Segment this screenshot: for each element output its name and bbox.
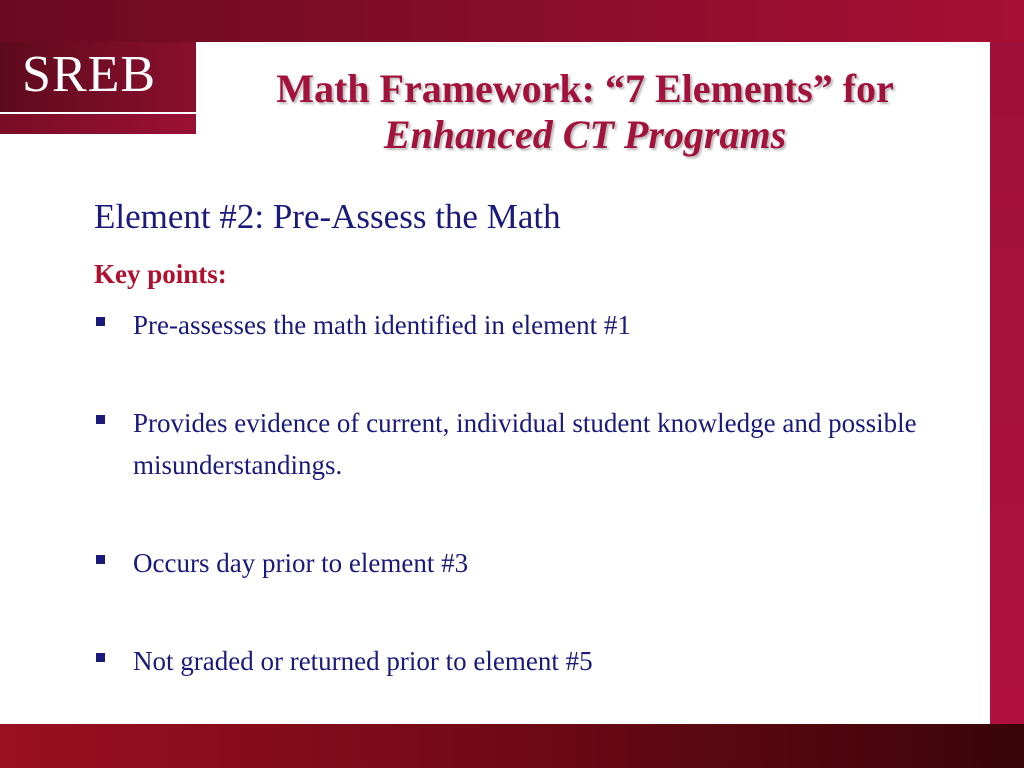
key-points-label: Key points: — [94, 259, 227, 289]
bullet-text: Not graded or returned prior to element #5 — [133, 646, 593, 676]
bullet-item — [94, 304, 934, 346]
sreb-logo: SREB — [22, 46, 157, 103]
bullet-text: Pre-assesses the math identified in element #1 — [133, 310, 631, 340]
logo-underline-bar — [0, 114, 196, 134]
square-bullet-icon — [96, 555, 105, 564]
square-bullet-icon — [96, 317, 105, 326]
bullet-text: Provides evidence of current, individual student knowledge and possible misunderstandings. — [133, 408, 917, 480]
bullet-list — [94, 304, 934, 682]
element-heading: Element #2: Pre-Assess the Math — [94, 197, 561, 236]
bullet-item — [94, 640, 934, 682]
bullet-item — [94, 542, 934, 584]
slide-title-line-1: Math Framework: “7 Elements” for — [276, 66, 894, 111]
slide-title — [205, 66, 965, 158]
square-bullet-icon — [96, 653, 105, 662]
right-accent-strip — [990, 42, 1024, 750]
slide-title-line-2: Enhanced CT Programs — [383, 112, 787, 157]
bottom-accent-band — [0, 724, 1024, 768]
bullet-item — [94, 402, 934, 486]
square-bullet-icon — [96, 415, 105, 424]
bullet-text: Occurs day prior to element #3 — [133, 548, 469, 578]
